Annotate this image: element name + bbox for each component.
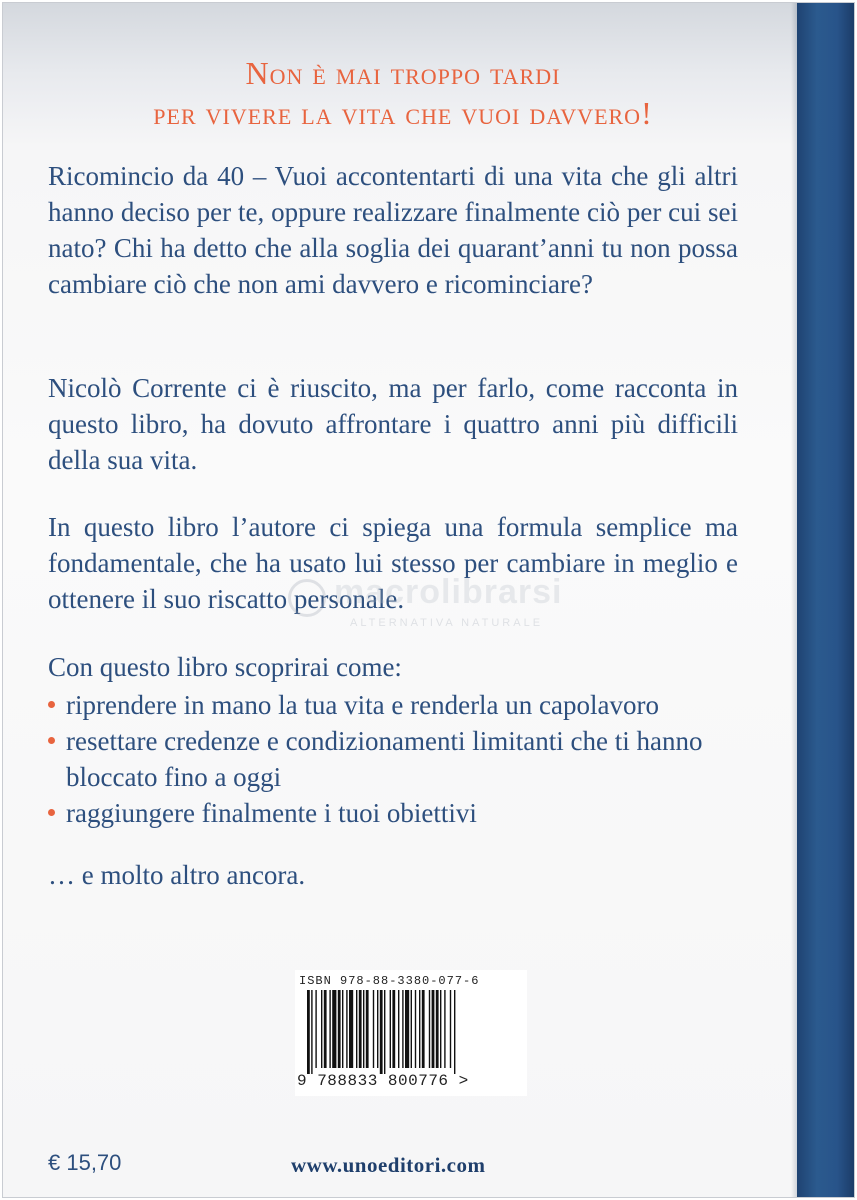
barcode-bar [329,990,330,1068]
barcode-bar [392,990,395,1068]
barcode-bar [349,990,353,1068]
barcode-bar [440,990,441,1068]
list-item-text: raggiungere finalmente i tuoi obiettivi [66,798,477,828]
barcode-bars [299,990,521,1074]
list-item [48,687,748,723]
paragraph-author: Nicolò Corrente ci è riuscito, ma per farlo, come racconta in questo libro, ha dovuto affrontare i quattro anni più difficili della sua vita. [48,373,738,475]
barcode-bar [311,990,312,1074]
barcode-bar [324,990,327,1068]
price: € 15,70 [48,1150,122,1175]
barcode-digits: 9 788833 800776 > [297,1072,469,1090]
barcode-bar [373,990,374,1068]
list-intro: Con questo libro scoprirai come: [48,652,402,682]
book-back-cover [2,2,855,1198]
barcode-bar [454,990,455,1074]
barcode-bar [444,990,445,1068]
barcode-bar [363,990,364,1068]
barcode-bar [359,990,362,1068]
watermark-subtitle: ALTERNATIVA NATURALE [350,617,544,629]
list-item-text: resettare credenze e condizionamenti limitanti che ti hanno bloccato fino a oggi [66,726,703,792]
paragraph-formula: In questo libro l’autore ci spiega una formula semplice ma fondamentale, che ha usato lui stesso per cambiare in meglio e ottenere il suo riscatto personale. [48,512,738,614]
barcode-bar [415,990,416,1068]
barcode-bar [432,990,435,1068]
list-item [48,795,748,831]
barcode-bar [321,990,322,1068]
barcode-bar [390,990,391,1068]
book-spine [797,3,854,1197]
isbn-label: ISBN 978-88-3380-077-6 [299,974,480,988]
barcode-bar [366,990,369,1068]
list-item-text: riprendere in mano la tua vita e renderla un capolavoro [66,690,659,720]
watermark-title: macrolibrarsi [334,573,563,611]
barcode-bar [338,990,341,1068]
barcode-bar [356,990,357,1068]
benefit-list [48,687,748,831]
barcode-bar [411,990,412,1068]
barcode-bar [377,990,378,1068]
bullet-icon [48,809,55,816]
headline [43,53,763,133]
barcode-bar [419,990,420,1068]
list-item [48,723,748,795]
barcode-bar [342,990,343,1068]
barcode-bar [384,990,385,1074]
barcode-bar [450,990,451,1068]
barcode-bar [398,990,399,1068]
paragraph-intro: Ricomincio da 40 – Vuoi accontentarti di una vita che gli altri hanno deciso per te, oppure realizzare finalmente ciò per cui sei nato? Chi ha detto che alla soglia dei quarant’anni tu non possa cambiare ciò che non ami davvero e ricominciare? [48,161,738,299]
publisher-website: www.unoeditori.com [291,1153,486,1177]
barcode-bar [429,990,430,1068]
barcode-bar [315,990,316,1068]
barcode-bar [405,990,409,1068]
barcode-bar [346,990,347,1068]
barcode-bar [380,990,383,1074]
barcode-bar [422,990,425,1068]
barcode [295,970,527,1096]
bullet-icon [48,737,55,744]
barcode-bar [307,990,310,1074]
headline-line-2: per vivere la vita che vuoi davvero! [153,95,653,131]
spine-shadow [791,3,797,1197]
bullet-icon [48,701,55,708]
closing-line: … e molto altro ancora. [48,860,306,890]
headline-line-1: Non è mai troppo tardi [245,55,561,91]
barcode-bar [332,990,336,1068]
barcode-bar [436,990,439,1068]
barcode-bar [402,990,403,1068]
